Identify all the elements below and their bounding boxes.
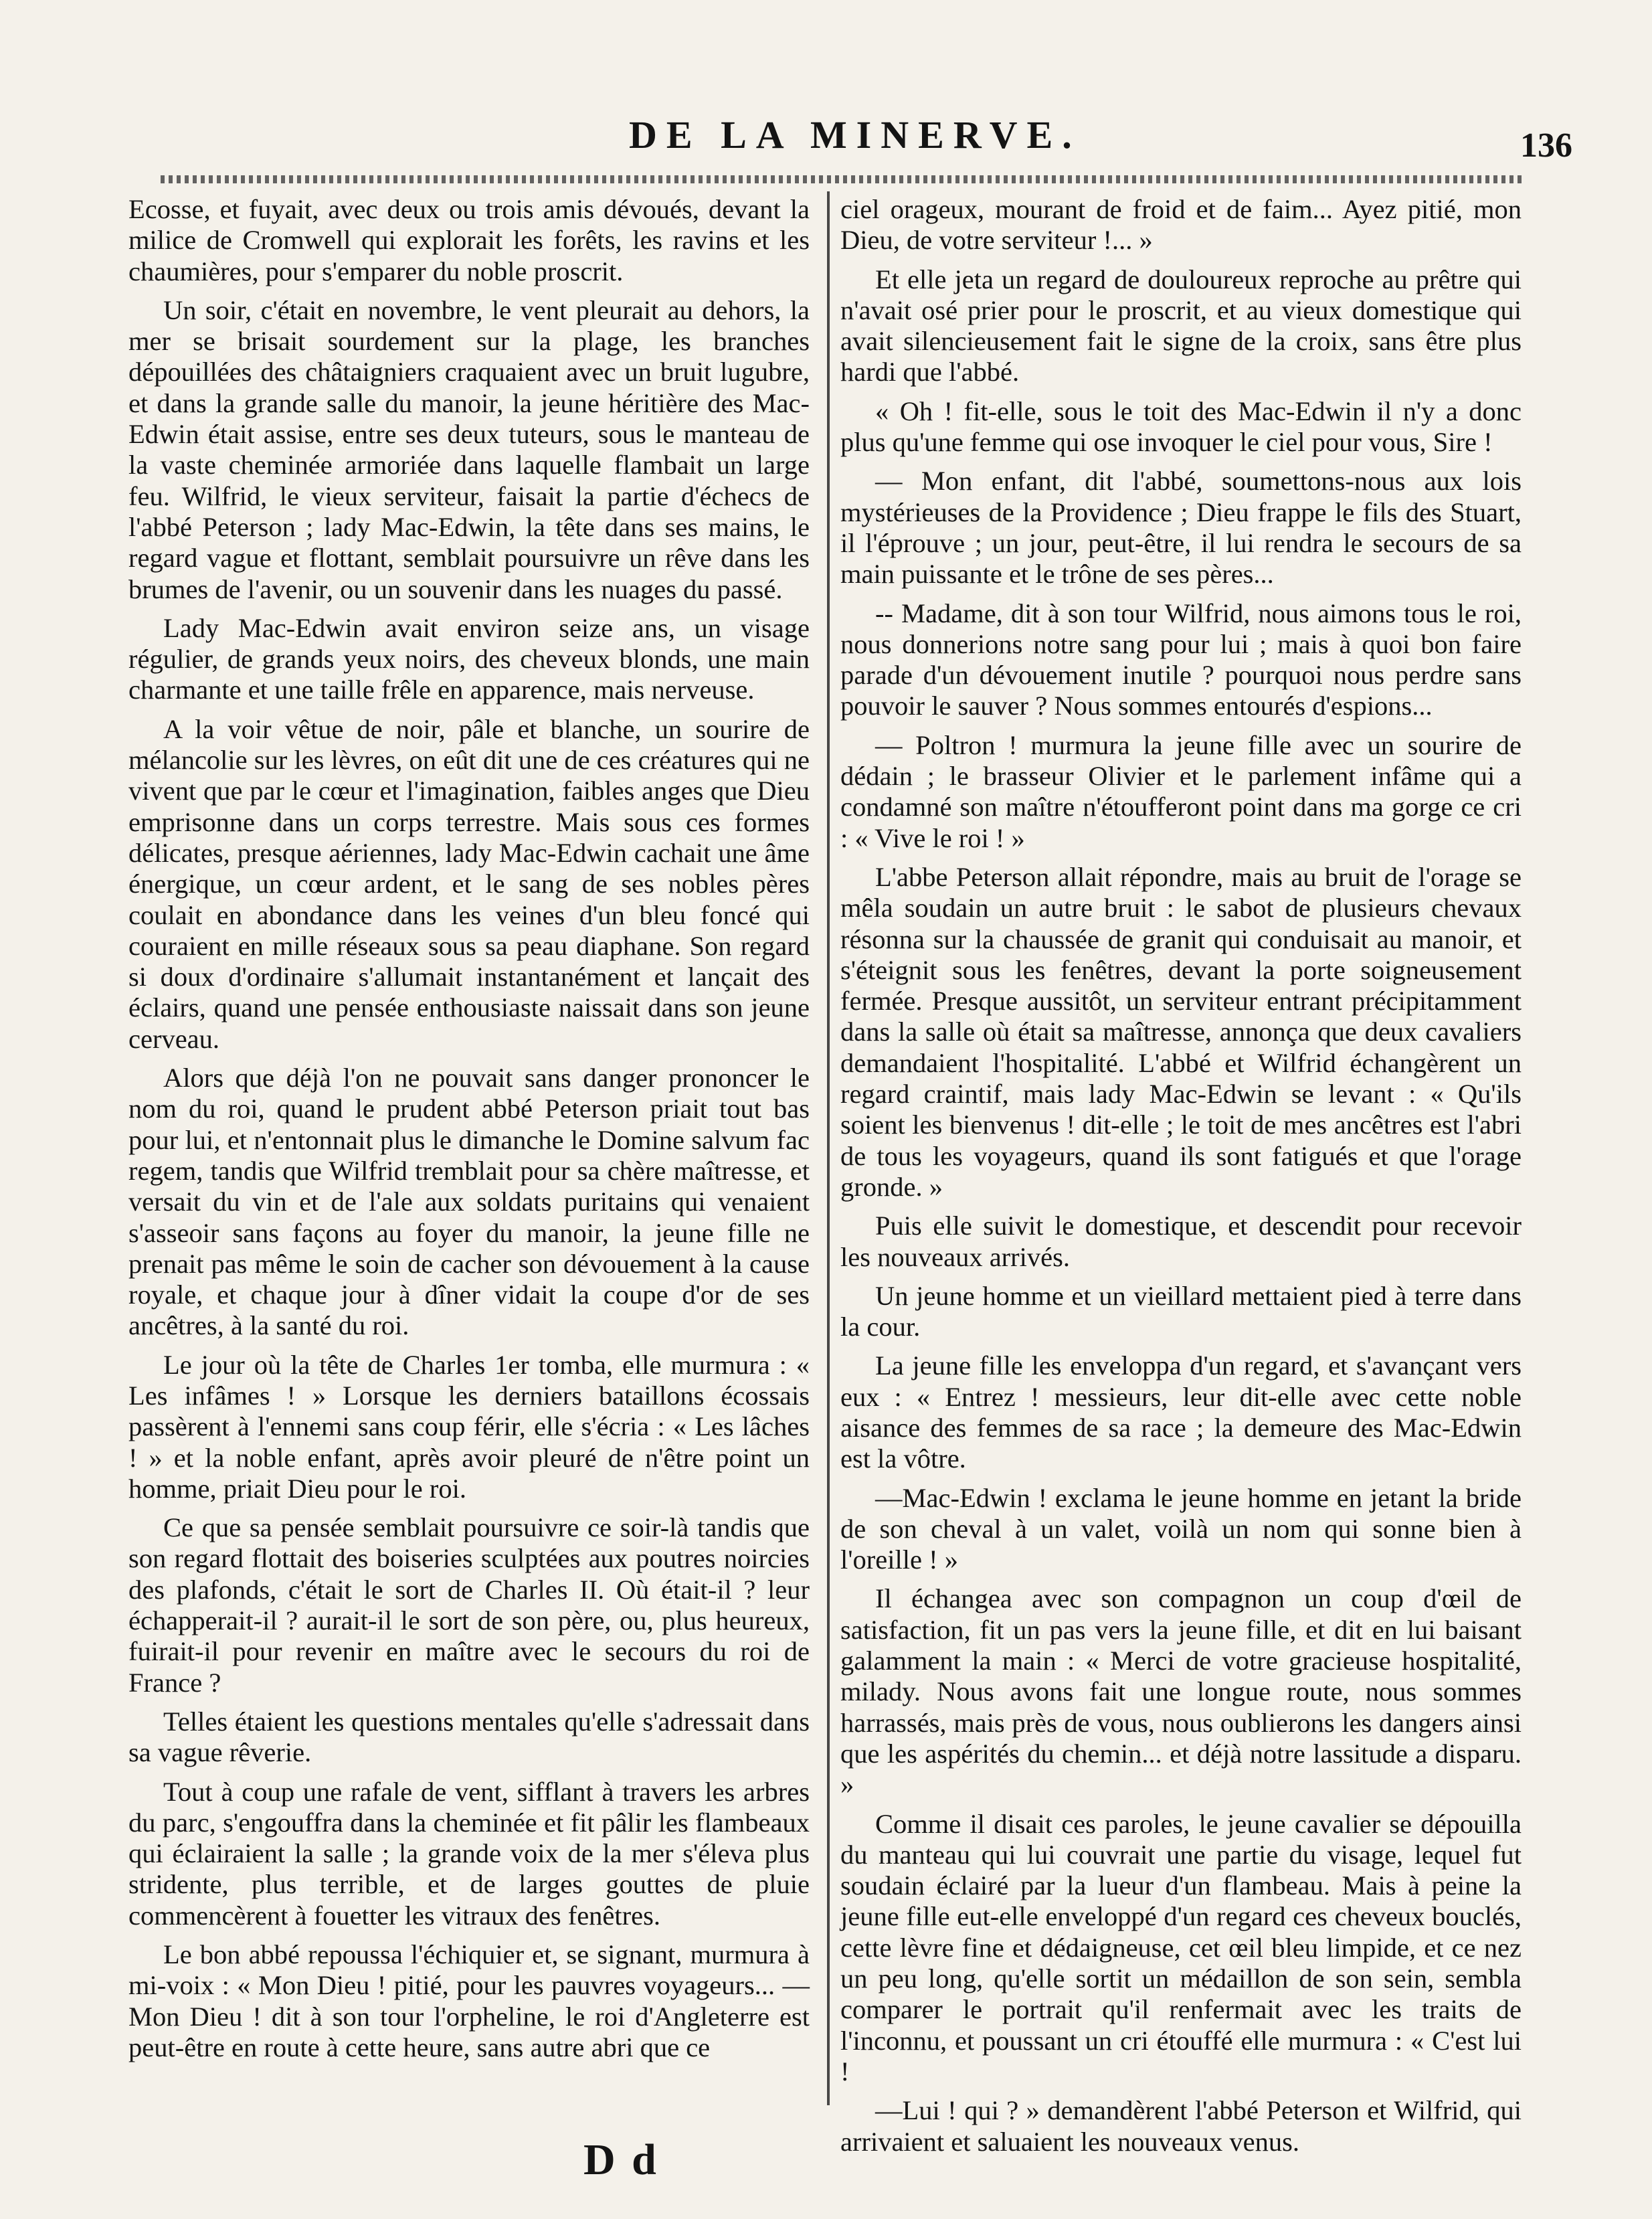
paragraph: ciel orageux, mourant de froid et de faim... Ayez pitié, mon Dieu, de votre serviteur !... » — [840, 194, 1522, 256]
paragraph: « Oh ! fit-elle, sous le toit des Mac-Edwin il n'y a donc plus qu'une femme qui ose invoquer le ciel pour vous, Sire ! — [840, 395, 1522, 458]
paragraph: Puis elle suivit le domestique, et descendit pour recevoir les nouveaux arrivés. — [840, 1211, 1522, 1272]
paragraph: Comme il disait ces paroles, le jeune cavalier se dépouilla du manteau qui lui couvrait une partie du visage, lequel fut soudain éclairé par la lueur d'un flambeau. Mais à peine la jeune fille eut-elle enveloppé d'un regard ces cheveux bouclés, cette lèvre fine et dédaigneuse, cet œil bleu limpide, et ce nez un peu long, qu'elle sortit un médaillon de son sein, sembla comparer le portrait qu'il renfermait avec les traits de l'inconnu, et poussant un cri étouffé elle murmura : « C'est lui ! — [840, 1808, 1522, 2087]
paragraph: A la voir vêtue de noir, pâle et blanche, un sourire de mélancolie sur les lèvres, on eût dit une de ces créatures qui ne vivent que par le cœur et l'imagination, faibles anges que Dieu emprisonne dans un corps terrestre. Mais sous ces formes délicates, presque aériennes, lady Mac-Edwin cachait une âme énergique, un cœur ardent, et le sang de ses nobles pères coulait en abondance dans les veines d'un bleu foncé qui couraient en mille réseaux sous sa peau diaphane. Son regard si doux d'ordinaire s'allumait instantanément et lançait des éclairs, quand une pensée enthousiaste naissait dans son jeune cerveau. — [128, 713, 810, 1054]
paragraph: L'abbe Peterson allait répondre, mais au bruit de l'orage se mêla soudain un autre bruit : le sabot de plusieurs chevaux résonna sur la chaussée de granit qui conduisait au manoir, et s'éteignit sous les fenêtres, devant la porte soigneusement fermée. Presque aussitôt, un serviteur entrant précipitamment dans la salle où était sa maîtresse, annonça que deux cavaliers demandaient l'hospitalité. L'abbé et Wilfrid échangèrent un regard craintif, mais lady Mac-Edwin se levant : « Qu'ils soient les bienvenus ! dit-elle ; le toit de mes ancêtres est l'abri de tous les voyageurs, quand ils sont fatigués et que l'orage gronde. » — [840, 861, 1522, 1202]
paragraph: — Poltron ! murmura la jeune fille avec un sourire de dédain ; le brasseur Olivier et le parlement infâme qui a condamné son maître n'étoufferont point dans ma gorge ce cri : « Vive le roi ! » — [840, 729, 1522, 853]
paragraph: Alors que déjà l'on ne pouvait sans danger prononcer le nom du roi, quand le prudent abbé Peterson priait tout bas pour lui, et n'entonnait plus le dimanche le Domine salvum fac regem, tandis que Wilfrid tremblait pour sa chère maîtresse, et versait du vin et de l'ale aux soldats puritains qui venaient s'asseoir sans façons au foyer du manoir, la jeune fille ne prenait pas même le soin de cacher son dévouement à la cause royale, et chaque jour à dîner vidait la coupe d'or de ses ancêtres, à la santé du roi. — [128, 1063, 810, 1341]
paragraph: Il échangea avec son compagnon un coup d'œil de satisfaction, fit un pas vers la jeune fille, et dit en lui baisant galamment la main : « Merci de votre gracieuse hospitalité, milady. Nous avons fait une longue route, nous sommes harrassés, mais près de vous, nous oublierons les dangers ainsi que les aspérités du chemin... et déjà notre lassitude a disparu. » — [840, 1583, 1522, 1800]
paragraph: Tout à coup une rafale de vent, sifflant à travers les arbres du parc, s'engouffra dans la cheminée et fit pâlir les flambeaux qui éclairaient la salle ; la grande voix de la mer s'éleva plus stridente, plus terrible, et de larges gouttes de pluie commencèrent à fouetter les vitraux des fenêtres. — [128, 1776, 810, 1931]
left-column — [128, 194, 810, 2071]
paragraph: -- Madame, dit à son tour Wilfrid, nous aimons tous le roi, nous donnerions notre sang pour lui ; mais à quoi bon faire parade d'un dévouement inutile ? pourquoi nous perdre sans pouvoir le sauver ? Nous sommes entourés d'espions... — [840, 598, 1522, 721]
header-rule — [161, 175, 1526, 183]
paragraph: Ce que sa pensée semblait poursuivre ce soir-là tandis que son regard flottait des boiseries sculptées aux poutres noircies des plafonds, c'était le sort de Charles II. Où était-il ? leur échapperait-il ? aurait-il le sort de son père, ou, plus heureux, fuirait-il pour revenir en maître avec le secours du roi de France ? — [128, 1512, 810, 1698]
paragraph: Le jour où la tête de Charles 1er tomba, elle murmura : « Les infâmes ! » Lorsque les derniers bataillons écossais passèrent à l'ennemi sans coup férir, elle s'écria : « Les lâches ! » et la noble enfant, après avoir pleuré de n'être point un homme, priait Dieu pour le roi. — [128, 1349, 810, 1504]
paragraph: — Mon enfant, dit l'abbé, soumettons-nous aux lois mystérieuses de la Providence ; Dieu frappe le fils des Stuart, il l'éprouve ; un jour, peut-être, il lui rendra le secours de sa main puissante et le trône de ses pères... — [840, 466, 1522, 590]
signature-mark: D d — [583, 2135, 659, 2184]
running-head: DE LA MINERVE. — [629, 113, 1081, 157]
paragraph: Et elle jeta un regard de douloureux reproche au prêtre qui n'avait osé prier pour le proscrit, et au vieux domestique qui avait silencieusement fait le signe de la croix, sans être plus hardi que l'abbé. — [840, 264, 1522, 387]
right-column — [840, 194, 1522, 2165]
paragraph: —Lui ! qui ? » demandèrent l'abbé Peterson et Wilfrid, qui arrivaient et saluaient les nouveaux venus. — [840, 2095, 1522, 2157]
paragraph: Un soir, c'était en novembre, le vent pleurait au dehors, la mer se brisait sourdement sur la plage, les branches dépouillées des châtaigniers craquaient avec un bruit lugubre, et dans la grande salle du manoir, la jeune héritière des Mac-Edwin était assise, entre ses deux tuteurs, sous le manteau de la vaste cheminée armoriée dans laquelle flambait un large feu. Wilfrid, le vieux serviteur, faisait la partie d'échecs de l'abbé Peterson ; lady Mac-Edwin, la tête dans ses mains, le regard vague et flottant, semblait poursuivre un rêve dans les brumes de l'avenir, ou un souvenir dans les nuages du passé. — [128, 294, 810, 604]
column-divider — [827, 191, 830, 2105]
paragraph: Un jeune homme et un vieillard mettaient pied à terre dans la cour. — [840, 1280, 1522, 1342]
page-number: 136 — [1520, 126, 1572, 165]
paragraph: Telles étaient les questions mentales qu'elle s'adressait dans sa vague rêverie. — [128, 1706, 810, 1768]
paragraph: Le bon abbé repoussa l'échiquier et, se signant, murmura à mi-voix : « Mon Dieu ! pitié, pour les pauvres voyageurs... —Mon Dieu ! dit à son tour l'orpheline, le roi d'Angleterre est peut-être en route à cette heure, sans autre abri que ce — [128, 1939, 810, 2062]
paragraph: La jeune fille les enveloppa d'un regard, et s'avançant vers eux : « Entrez ! messieurs, leur dit-elle avec cette noble aisance des femmes de sa race ; la demeure des Mac-Edwin est la vôtre. — [840, 1350, 1522, 1474]
paragraph: —Mac-Edwin ! exclama le jeune homme en jetant la bride de son cheval à un valet, voilà un nom qui sonne bien à l'oreille ! » — [840, 1482, 1522, 1575]
paragraph: Ecosse, et fuyait, avec deux ou trois amis dévoués, devant la milice de Cromwell qui explorait les forêts, les ravins et les chaumières, pour s'emparer du noble proscrit. — [128, 194, 810, 286]
paragraph: Lady Mac-Edwin avait environ seize ans, un visage régulier, de grands yeux noirs, des cheveux blonds, une main charmante et une taille frêle en apparence, mais nerveuse. — [128, 612, 810, 705]
